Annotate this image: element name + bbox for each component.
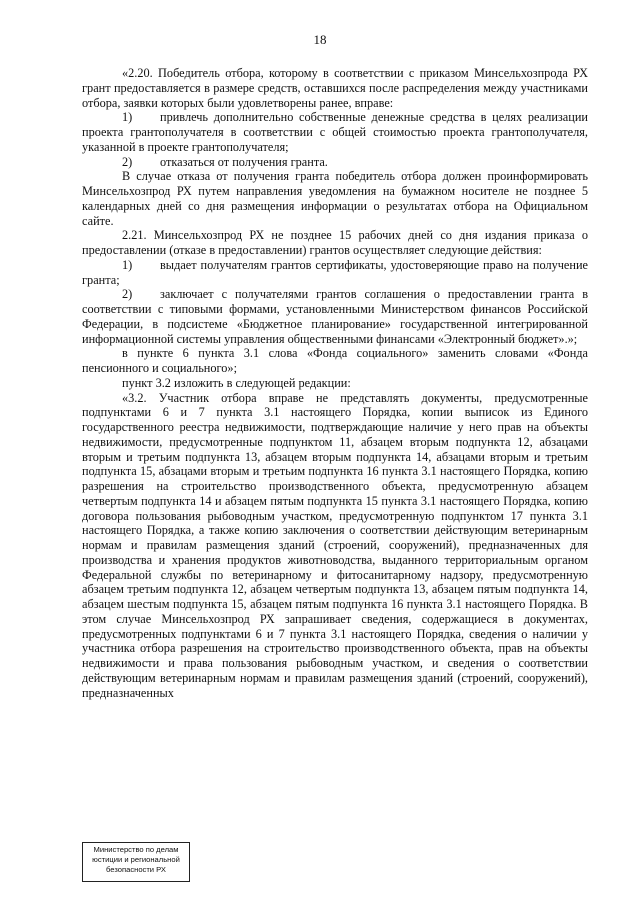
list-number: 1) <box>122 110 133 125</box>
list-item <box>82 110 588 154</box>
list-item <box>82 287 588 346</box>
paragraph: в пункте 6 пункта 3.1 слова «Фонда социального» заменить словами «Фонда пенсионного и социального»; <box>82 346 588 375</box>
list-item <box>82 155 588 170</box>
paragraph: 2.21. Минсельхозпрод РХ не позднее 15 рабочих дней со дня издания приказа о предоставлении (отказе в предоставлении) грантов осуществляет следующие действия: <box>82 228 588 257</box>
list-number: 2) <box>122 154 133 169</box>
list-item-text: привлечь дополнительно собственные денежные средства в целях реализации проекта грантополучателя в соответствии с общей стоимостью проекта грантополучателя, указанной в проекте грантополучателя; <box>82 110 588 154</box>
list-item <box>82 258 588 288</box>
list-item-text: выдает получателям грантов сертификаты, удостоверяющие право на получение гранта; <box>82 257 588 287</box>
stamp-line: безопасности РХ <box>106 865 166 874</box>
paragraph: «3.2. Участник отбора вправе не представлять документы, предусмотренные подпунктами 6 и 7 пункта 3.1 настоящего Порядка, копии выписок из Единого государственного реестра недвижимости, подтверждающие наличие у него прав на объекты недвижимости, предусмотренные подпунктом 11, абзацем вторым подпункта 12, абзацами вторым и третьим подпункта 13, абзацем вторым подпункта 14, абзацами вторым и третьим подпункта 15, абзацами вторым и третьим подпункта 16 пункта 3.1 настоящего Порядка, копию разрешения на строительство производственного объекта, предусмотренную абзацем четвертым подпункта 14 и абзацем пятым подпункта 15 пункта 3.1 настоящего Порядка, копию договора пользования рыбоводным участком, предусмотренную подпунктом 17 пункта 3.1 настоящего Порядка, а также копию заключения о соответствии действующим ветеринарным нормам и правилам размещения зданий (строений, сооружений), предназначенных для производства и хранения продуктов животноводства, выданного территориальным органом Федеральной службы по ветеринарному и фитосанитарному надзору, предусмотренную абзацем третьим подпункта 12, абзацем четвертым подпункта 13, абзацем пятым подпункта 14, абзацем шестым подпункта 15, абзацем пятым подпункта 16 пункта 3.1 настоящего Порядка. В этом случае Минсельхозпрод РХ запрашивает сведения, содержащиеся в документах, предусмотренных подпунктами 6 и 7 пункта 3.1 настоящего Порядка, сведения о наличии у участника отбора разрешения на строительство производственного объекта, прав на объекты недвижимости и права пользования рыбоводным участком, и сведения о соответствии действующим ветеринарным нормам и правилам размещения зданий (строений, сооружений), предназначенных <box>82 390 588 700</box>
page-number: 18 <box>313 32 327 47</box>
list-number: 1) <box>122 257 133 272</box>
paragraph: пункт 3.2 изложить в следующей редакции: <box>122 375 351 390</box>
list-item-text: отказаться от получения гранта. <box>160 154 328 169</box>
paragraph: В случае отказа от получения гранта победитель отбора должен проинформировать Минсельхозпрод РХ путем направления уведомления на бумажном носителе не позднее 5 календарных дней со дня размещения информации о результатах отбора на Официальном сайте. <box>82 169 588 228</box>
document-body <box>82 66 588 700</box>
ministry-stamp <box>82 842 190 882</box>
stamp-line: юстиции и региональной <box>92 855 180 864</box>
stamp-line: Министерство по делам <box>93 845 179 854</box>
paragraph: «2.20. Победитель отбора, которому в соответствии с приказом Минсельхозпрода РХ грант предоставляется в размере средств, оставшихся после распределения между участниками отбора, заявки которых были удовлетворены ранее, вправе: <box>82 66 588 110</box>
list-number: 2) <box>122 287 133 302</box>
list-item-text: заключает с получателями грантов соглашения о предоставлении гранта в соответствии с типовыми формами, установленными Министерством финансов Российской Федерации, в подсистеме «Бюджетное планирование» государственной интегрированной информационной системы управления общественными финансами «Электронный бюджет».»; <box>82 287 588 346</box>
